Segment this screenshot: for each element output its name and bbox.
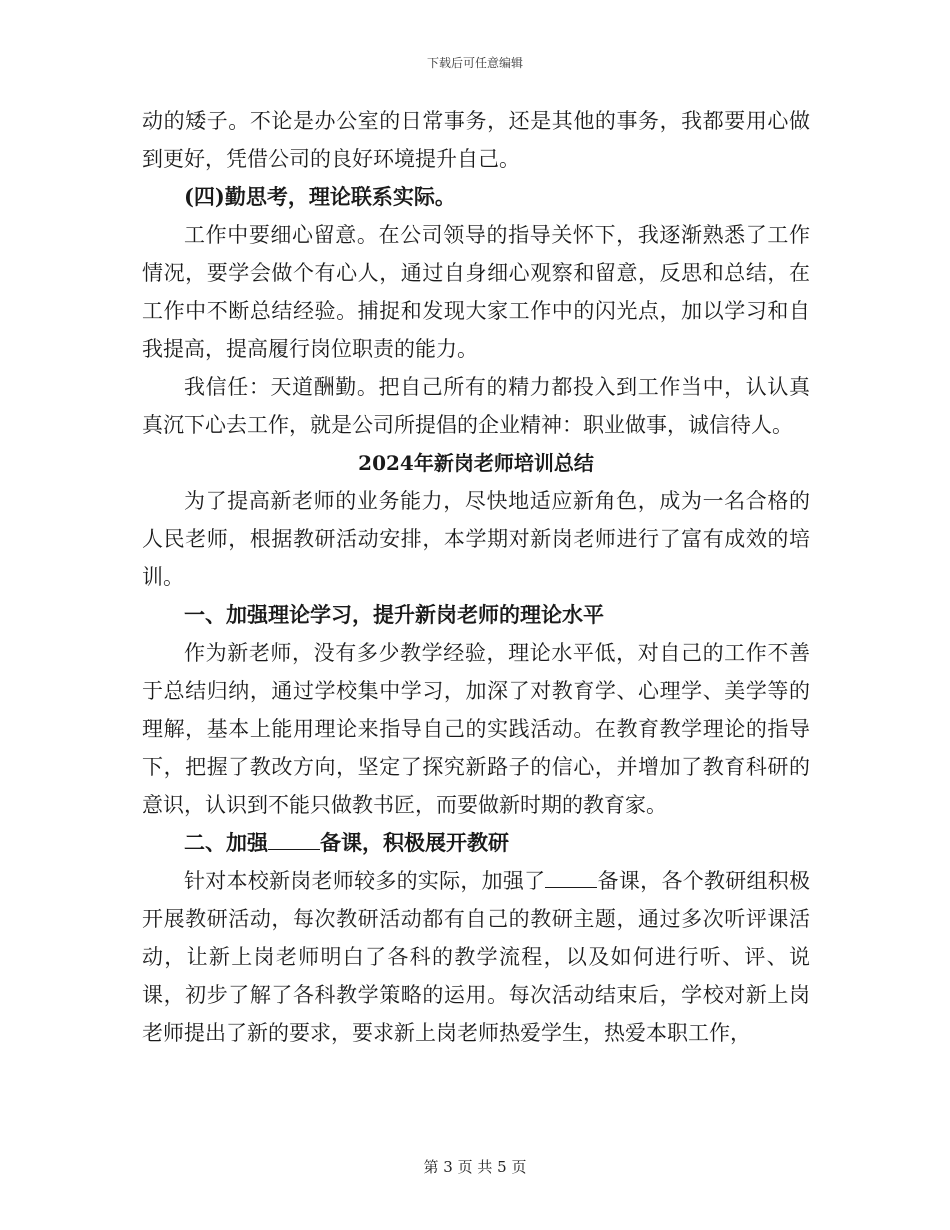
paragraph: 为了提高新老师的业务能力，尽快地适应新角色，成为一名合格的人民老师，根据教研活动安排，本学期对新岗老师进行了富有成效的培训。 xyxy=(142,489,810,589)
page-number: 第 3 页 共 5 页 xyxy=(423,1158,527,1176)
paragraph-text-after: 备课，各个教研组积极开展教研活动，每次教研活动都有自己的教研主题，通过多次听评课活动，让新上岗老师明白了各科的教学流程，以及如何进行听、评、说课，初步了解了各科教学策略的运用。每次活动结束后，学校对新上岗老师提出了新的要求，要求新上岗老师热爱学生，热爱本职工作， xyxy=(142,869,810,1045)
paragraph: 作为新老师，没有多少教学经验，理论水平低，对自己的工作不善于总结归纳，通过学校集中学习，加深了对教育学、心理学、美学等的理解，基本上能用理论来指导自己的实践活动。在教育教学理论的指导下，把握了教改方向，坚定了探究新路子的信心，并增加了教育科研的意识，认识到不能只做教书匠，而要做新时期的教育家。 xyxy=(142,641,810,817)
paragraph: 工作中要细心留意。在公司领导的指导关怀下，我逐渐熟悉了工作情况，要学会做个有心人，通过自身细心观察和留意，反思和总结，在工作中不断总结经验。捕捉和发现大家工作中的闪光点，加以学习和自我提高，提高履行岗位职责的能力。 xyxy=(142,223,810,361)
section-heading: (四)勤思考，理论联系实际。 xyxy=(184,184,456,209)
paragraph: 我信任：天道酬勤。把自己所有的精力都投入到工作当中，认认真真沉下心去工作，就是公司所提倡的企业精神：职业做事，诚信待人。 xyxy=(142,375,810,437)
heading-text-after: 备课，积极展开教研 xyxy=(320,830,509,855)
heading-text-before: 二、加强 xyxy=(184,830,268,855)
document-body xyxy=(142,102,810,1052)
fill-in-blank xyxy=(268,831,320,850)
paragraph xyxy=(142,862,810,1052)
document-title: 2024年新岗老师培训总结 xyxy=(358,451,594,475)
page-header: 下载后可任意编辑 xyxy=(426,56,523,70)
paragraph: 动的矮子。不论是办公室的日常事务，还是其他的事务，我都要用心做到更好，凭借公司的良好环境提升自己。 xyxy=(142,109,810,171)
fill-in-blank xyxy=(545,869,597,888)
section-heading: 一、加强理论学习，提升新岗老师的理论水平 xyxy=(184,602,604,627)
section-heading xyxy=(142,824,810,862)
paragraph-text-before: 针对本校新岗老师较多的实际，加强了 xyxy=(184,869,546,893)
